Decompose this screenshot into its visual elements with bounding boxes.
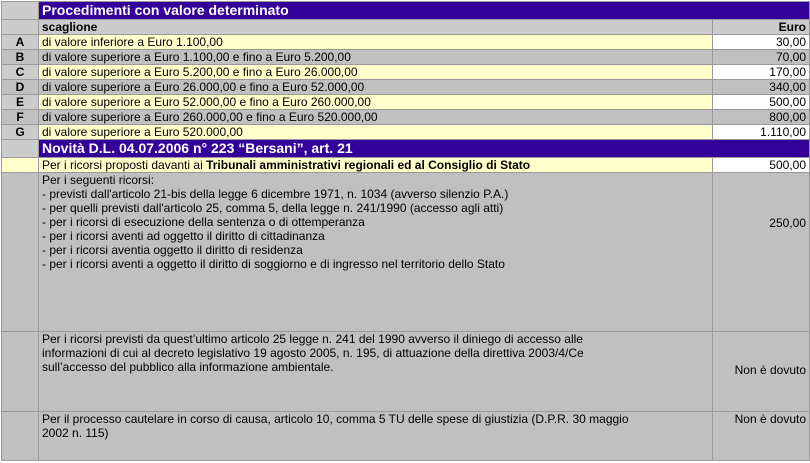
row-description: di valore superiore a Euro 26.000,00 e fino a Euro 52.000,00	[39, 80, 713, 95]
row-letter: D	[2, 80, 39, 95]
ricorsi-line: - per quelli previsti dall'articolo 25, comma 5, della legge n. 241/1990 (accesso agli atti)	[42, 201, 504, 215]
column-header-scaglione: scaglione	[39, 20, 713, 35]
cautelare-line: 2002 n. 115)	[42, 426, 109, 440]
ricorsi-line: - previsti dall'articolo 21-bis della legge 6 dicembre 1971, n. 1034 (avverso silenzio P.A.)	[42, 187, 509, 201]
row-amount: 30,00	[713, 35, 810, 50]
row-letter: F	[2, 110, 39, 125]
row-amount: 1.110,00	[713, 125, 810, 140]
row-amount: Non è dovuto	[713, 332, 810, 412]
ricorsi-line: - per i ricorsi di esecuzione della sentenza o di ottemperanza	[42, 215, 365, 229]
ambientale-line: sull’accesso del pubblico alla informazione ambientale.	[42, 360, 334, 374]
ricorsi-line: Per i seguenti ricorsi:	[42, 173, 155, 187]
row-description-ambientale	[39, 332, 713, 412]
table-row-c	[2, 65, 810, 80]
row-description: di valore superiore a Euro 260.000,00 e fino a Euro 520.000,00	[39, 110, 713, 125]
section1-title: Procedimenti con valore determinato	[39, 2, 810, 20]
row-description: di valore superiore a Euro 1.100,00 e fino a Euro 5.200,00	[39, 50, 713, 65]
table-row-b	[2, 50, 810, 65]
row-amount: 340,00	[713, 80, 810, 95]
ambientale-line: informazioni di cui al decreto legislativo 19 agosto 2005, n. 195, di attuazione della direttiva 2003/4/Ce	[42, 346, 584, 360]
row-amount: 500,00	[713, 95, 810, 110]
row-description-cautelare	[39, 412, 713, 461]
table-row-f	[2, 110, 810, 125]
row-description-tar	[39, 158, 713, 173]
table-row-e	[2, 95, 810, 110]
table-row-ricorsi	[2, 173, 810, 332]
cautelare-line: Per il processo cautelare in corso di causa, articolo 10, comma 5 TU delle spese di giustizia (D.P.R. 30 maggio	[42, 412, 629, 426]
table-row-g	[2, 125, 810, 140]
row-letter: A	[2, 35, 39, 50]
row-letter: G	[2, 125, 39, 140]
row-letter: E	[2, 95, 39, 110]
fee-table	[1, 1, 810, 461]
row-description-ricorsi	[39, 173, 713, 332]
row-spacer	[2, 173, 39, 332]
row-letter: C	[2, 65, 39, 80]
row-spacer	[2, 158, 39, 173]
table-row-ambientale	[2, 332, 810, 412]
row-spacer	[2, 412, 39, 461]
section1-header-spacer	[2, 2, 39, 20]
column-header-row	[2, 20, 810, 35]
row-description: di valore superiore a Euro 520.000,00	[39, 125, 713, 140]
row-amount: 70,00	[713, 50, 810, 65]
row-description: di valore superiore a Euro 52.000,00 e fino a Euro 260.000,00	[39, 95, 713, 110]
section2-header-spacer	[2, 140, 39, 158]
row-amount: 800,00	[713, 110, 810, 125]
ambientale-line: Per i ricorsi previsti da quest’ultimo articolo 25 legge n. 241 del 1990 avverso il diniego di accesso alle	[42, 332, 583, 346]
table-row-d	[2, 80, 810, 95]
row-description: di valore superiore a Euro 5.200,00 e fino a Euro 26.000,00	[39, 65, 713, 80]
table-row-tar	[2, 158, 810, 173]
row-amount: 500,00	[713, 158, 810, 173]
ricorsi-line: - per i ricorsi aventi ad oggetto il diritto di cittadinanza	[42, 229, 325, 243]
section2-header-row	[2, 140, 810, 158]
section1-header-row	[2, 2, 810, 20]
table-row-cautelare	[2, 412, 810, 461]
row-description: di valore inferiore a Euro 1.100,00	[39, 35, 713, 50]
column-header-euro: Euro	[713, 20, 810, 35]
ricorsi-line: - per i ricorsi aventia oggetto il diritto di residenza	[42, 243, 303, 257]
tar-prefix: Per i ricorsi proposti davanti ai	[42, 158, 207, 172]
section2-title: Novità D.L. 04.07.2006 n° 223 “Bersani”, art. 21	[39, 140, 810, 158]
row-spacer	[2, 332, 39, 412]
row-amount: 250,00	[713, 173, 810, 332]
ricorsi-line: - per i ricorsi aventi a oggetto il diritto di soggiorno e di ingresso nel territorio dello Stato	[42, 257, 505, 271]
row-amount: 170,00	[713, 65, 810, 80]
table-row-a	[2, 35, 810, 50]
row-letter: B	[2, 50, 39, 65]
tar-bold-text: Tribunali amministrativi regionali ed al Consiglio di Stato	[206, 158, 531, 172]
row-amount: Non è dovuto	[713, 412, 810, 461]
column-header-spacer	[2, 20, 39, 35]
